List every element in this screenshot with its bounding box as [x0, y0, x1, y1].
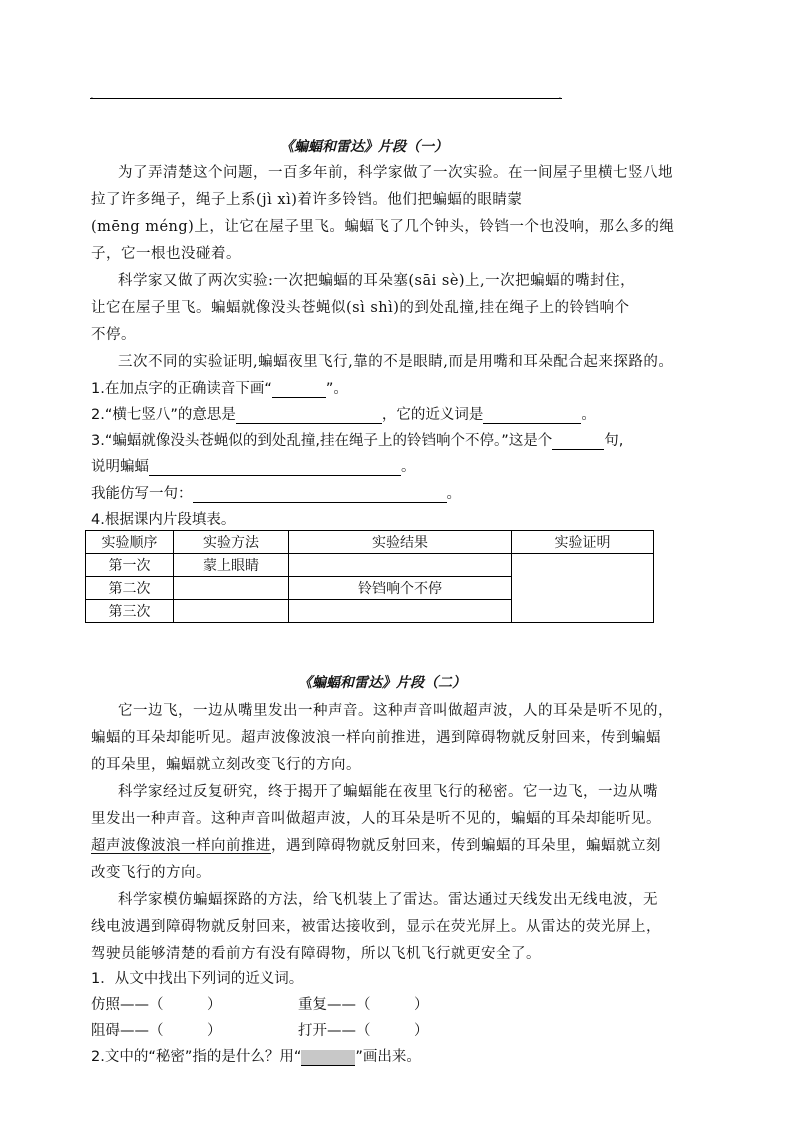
row2-order: 第二次 [86, 577, 174, 600]
table-row [86, 554, 654, 577]
question-2-end: 。 [581, 407, 596, 423]
part2-line-7: 改变飞行的方向。 [91, 865, 211, 881]
question-1-text: 1.在加点字的正确读音下画“ [91, 381, 272, 397]
question-1 [91, 377, 348, 398]
answer-blank[interactable] [552, 435, 604, 450]
question-4: 4.根据课内片段填表。 [91, 512, 236, 528]
row3-method[interactable] [174, 600, 289, 623]
part2-line-3: 的耳朵里，蝙蝠就立刻改变飞行的方向。 [91, 757, 361, 773]
row3-result[interactable] [289, 600, 512, 623]
answer-blank[interactable] [236, 409, 382, 424]
question-3 [91, 429, 623, 450]
row2-result: 铃铛响个不停 [289, 577, 512, 600]
answer-blank[interactable] [193, 488, 447, 503]
part2-question-2-end: ”画出来。 [355, 1049, 421, 1065]
header-method: 实验方法 [174, 531, 289, 554]
part1-line-7: 不停。 [91, 327, 136, 343]
row1-method: 蒙上眼睛 [174, 554, 289, 577]
question-1-end: ”。 [325, 381, 348, 397]
header-proof: 实验证明 [512, 531, 654, 554]
underline-sample [301, 1050, 355, 1066]
part2-question-1: 1．从文中找出下列词的近义词。 [91, 971, 304, 987]
part2-line-6-rest: ，遇到障碍物就反射回来，传到蝙蝠的耳朵里，蝙蝠就立刻 [271, 838, 661, 854]
question-3-line-2 [91, 455, 416, 476]
part2-question-2 [91, 1045, 421, 1066]
answer-blank[interactable] [483, 409, 581, 424]
synonym-chongfu[interactable]: 重复——（ ） [298, 997, 429, 1013]
question-2-mid: ，它的近义词是 [381, 407, 484, 423]
answer-blank[interactable] [149, 461, 401, 476]
part1-title: 《蝙蝠和雷达》片段（一） [280, 139, 448, 155]
header-result: 实验结果 [289, 531, 512, 554]
answer-line [90, 98, 562, 99]
underlined-phrase: 超声波像波浪一样向前推进 [91, 838, 271, 854]
header-order: 实验顺序 [86, 531, 174, 554]
part1-line-3: (mēng méng)上，让它在屋子里飞。蝙蝠飞了几个钟头，铃铛一个也没响，那么多的绳 [91, 219, 675, 235]
experiment-table [85, 530, 654, 623]
part1-line-8: 三次不同的实验证明,蝙蝠夜里飞行,靠的不是眼睛,而是用嘴和耳朵配合起来探路的。 [118, 354, 674, 370]
part2-line-10: 驾驶员能够清楚的看前方有没有障碍物，所以飞机飞行就更安全了。 [91, 946, 541, 962]
part2-title: 《蝙蝠和雷达》片段（二） [298, 675, 466, 691]
question-2-text: 2.“横七竖八”的意思是 [91, 407, 236, 423]
part1-line-6: 让它在屋子里飞。蝙蝠就像没头苍蝇似(sì shì)的到处乱撞,挂在绳子上的铃铛响个 [91, 300, 630, 316]
answer-blank[interactable] [272, 383, 326, 398]
part2-line-4: 科学家经过反复研究，终于揭开了蝙蝠能在夜里飞行的秘密。它一边飞，一边从嘴 [118, 784, 658, 800]
imitation-label: 我能仿写一句： [91, 486, 193, 502]
part1-line-5: 科学家又做了两次实验:一次把蝙蝠的耳朵塞(sāi sè)上,一次把蝙蝠的嘴封住， [118, 273, 636, 289]
proof-cell[interactable] [512, 554, 654, 623]
part1-line-4: 子，它一根也没碰着。 [91, 246, 241, 262]
part2-line-6 [91, 834, 661, 855]
row1-result[interactable] [289, 554, 512, 577]
part2-line-5: 里发出一种声音。这种声音叫做超声波，人的耳朵是听不见的，蝙蝠的耳朵却能听见。 [91, 811, 661, 827]
table-header-row [86, 531, 654, 554]
question-2 [91, 403, 596, 424]
part2-line-8: 科学家模仿蝙蝠探路的方法，给飞机装上了雷达。雷达通过天线发出无线电波，无 [118, 892, 658, 908]
question-3-line2-text: 说明蝙蝠 [91, 459, 149, 475]
question-3-line2-end: 。 [401, 459, 416, 475]
top-dot-right: . [558, 88, 562, 102]
part2-line-2: 蝙蝠的耳朵却能听见。超声波像波浪一样向前推进，遇到障碍物就反射回来，传到蝙蝠 [91, 730, 661, 746]
part1-line-1: 为了弄清楚这个问题，一百多年前，科学家做了一次实验。在一间屋子里横七竖八地 [118, 165, 673, 181]
synonym-dakai[interactable]: 打开——（ ） [298, 1023, 429, 1039]
synonym-zuai[interactable]: 阻碍——（ ） [91, 1023, 222, 1039]
imitation-sentence [91, 482, 461, 503]
synonym-fangzhao[interactable]: 仿照——（ ） [91, 997, 222, 1013]
part2-line-9: 线电波遇到障碍物就反射回来，被雷达接收到，显示在荧光屏上。从雷达的荧光屏上， [91, 919, 661, 935]
question-3-end: 句, [604, 433, 624, 449]
part1-line-2: 拉了许多绳子，绳子上系(jì xì)着许多铃铛。他们把蝙蝠的眼睛蒙 [91, 192, 523, 208]
row1-order: 第一次 [86, 554, 174, 577]
row2-method[interactable] [174, 577, 289, 600]
part2-question-2-text: 2.文中的“秘密”指的是什么？用“ [91, 1049, 302, 1065]
question-3-text: 3.“蝙蝠就像没头苍蝇似的到处乱撞,挂在绳子上的铃铛响个不停。”这是个 [91, 433, 553, 449]
top-dot-left: . [90, 88, 94, 102]
imitation-end: 。 [446, 486, 461, 502]
row3-order: 第三次 [86, 600, 174, 623]
part2-line-1: 它一边飞，一边从嘴里发出一种声音。这种声音叫做超声波，人的耳朵是听不见的， [118, 703, 673, 719]
